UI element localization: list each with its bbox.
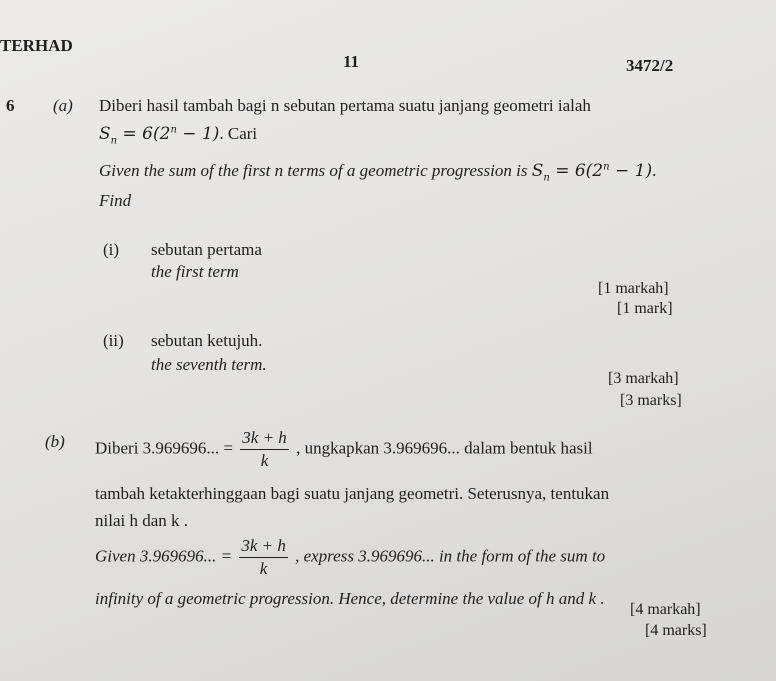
fraction-denominator: k — [260, 451, 269, 470]
part-b-ms-prefix: Diberi 3.969696... = — [95, 438, 234, 458]
part-b-marks-en: [4 marks] — [645, 622, 707, 639]
item-ii-marks-ms: [3 markah] — [608, 370, 679, 387]
item-ii-en: the seventh term. — [151, 355, 267, 374]
part-b-ms-line1 — [95, 428, 593, 471]
part-a-intro-en-line: Given the sum of the first n terms of a geometric progression is $S_n = 6(2^n - 1)$. — [99, 161, 657, 184]
sum-formula-ms: $S_n = 6(2^n - 1)$ — [99, 124, 220, 147]
header-left: TERHAD — [0, 36, 73, 55]
part-b-ms-line2: tambah ketakterhinggaan bagi suatu janjang geometri. Seterusnya, tentukan — [95, 484, 610, 503]
part-a-intro-ms-formula-line — [99, 124, 257, 146]
part-b-en-line1 — [95, 536, 605, 579]
part-b-marks-ms: [4 markah] — [630, 601, 701, 618]
part-b-en-line2: infinity of a geometric progression. Hence, determine the value of h and k . — [95, 589, 605, 608]
item-ii-ms: sebutan ketujuh. — [151, 331, 263, 350]
paper-code: 3472/2 — [626, 56, 674, 75]
part-b-ms-line3: nilai h dan k . — [95, 511, 189, 530]
part-a-intro-en: Given the sum of the first n terms of a geometric progression is — [99, 161, 528, 180]
item-i-ms: sebutan pertama — [151, 240, 262, 259]
part-a-intro-ms: Diberi hasil tambah bagi n sebutan pertama suatu janjang geometri ialah — [99, 96, 591, 115]
fraction-numerator: 3k + h — [240, 428, 289, 450]
item-i-label: (i) — [103, 240, 120, 259]
part-b-en-prefix: Given 3.969696... = — [95, 546, 233, 566]
sum-formula-en: $S_n = 6(2^n - 1)$ — [531, 161, 653, 184]
page-number: 11 — [343, 52, 360, 71]
item-ii-label: (ii) — [103, 331, 124, 350]
fraction-ms — [240, 428, 289, 471]
item-i-marks-en: [1 mark] — [617, 300, 673, 317]
item-ii-marks-en: [3 marks] — [620, 392, 682, 409]
fraction-numerator: 3k + h — [239, 536, 288, 558]
part-b-ms-suffix: , ungkapkan 3.969696... dalam bentuk hasil — [296, 438, 593, 458]
part-a-intro-ms-2: . Cari — [219, 124, 258, 143]
fraction-denominator: k — [259, 559, 268, 578]
part-b-en-suffix: , express 3.969696... in the form of the sum to — [295, 546, 606, 566]
fraction-en — [239, 536, 288, 579]
part-b-label: (b) — [45, 432, 65, 451]
part-a-label: (a) — [53, 96, 73, 115]
item-i-marks-ms: [1 markah] — [598, 280, 669, 297]
question-number: 6 — [6, 96, 15, 115]
find-label: Find — [99, 191, 132, 210]
item-i-en: the first term — [151, 262, 239, 281]
